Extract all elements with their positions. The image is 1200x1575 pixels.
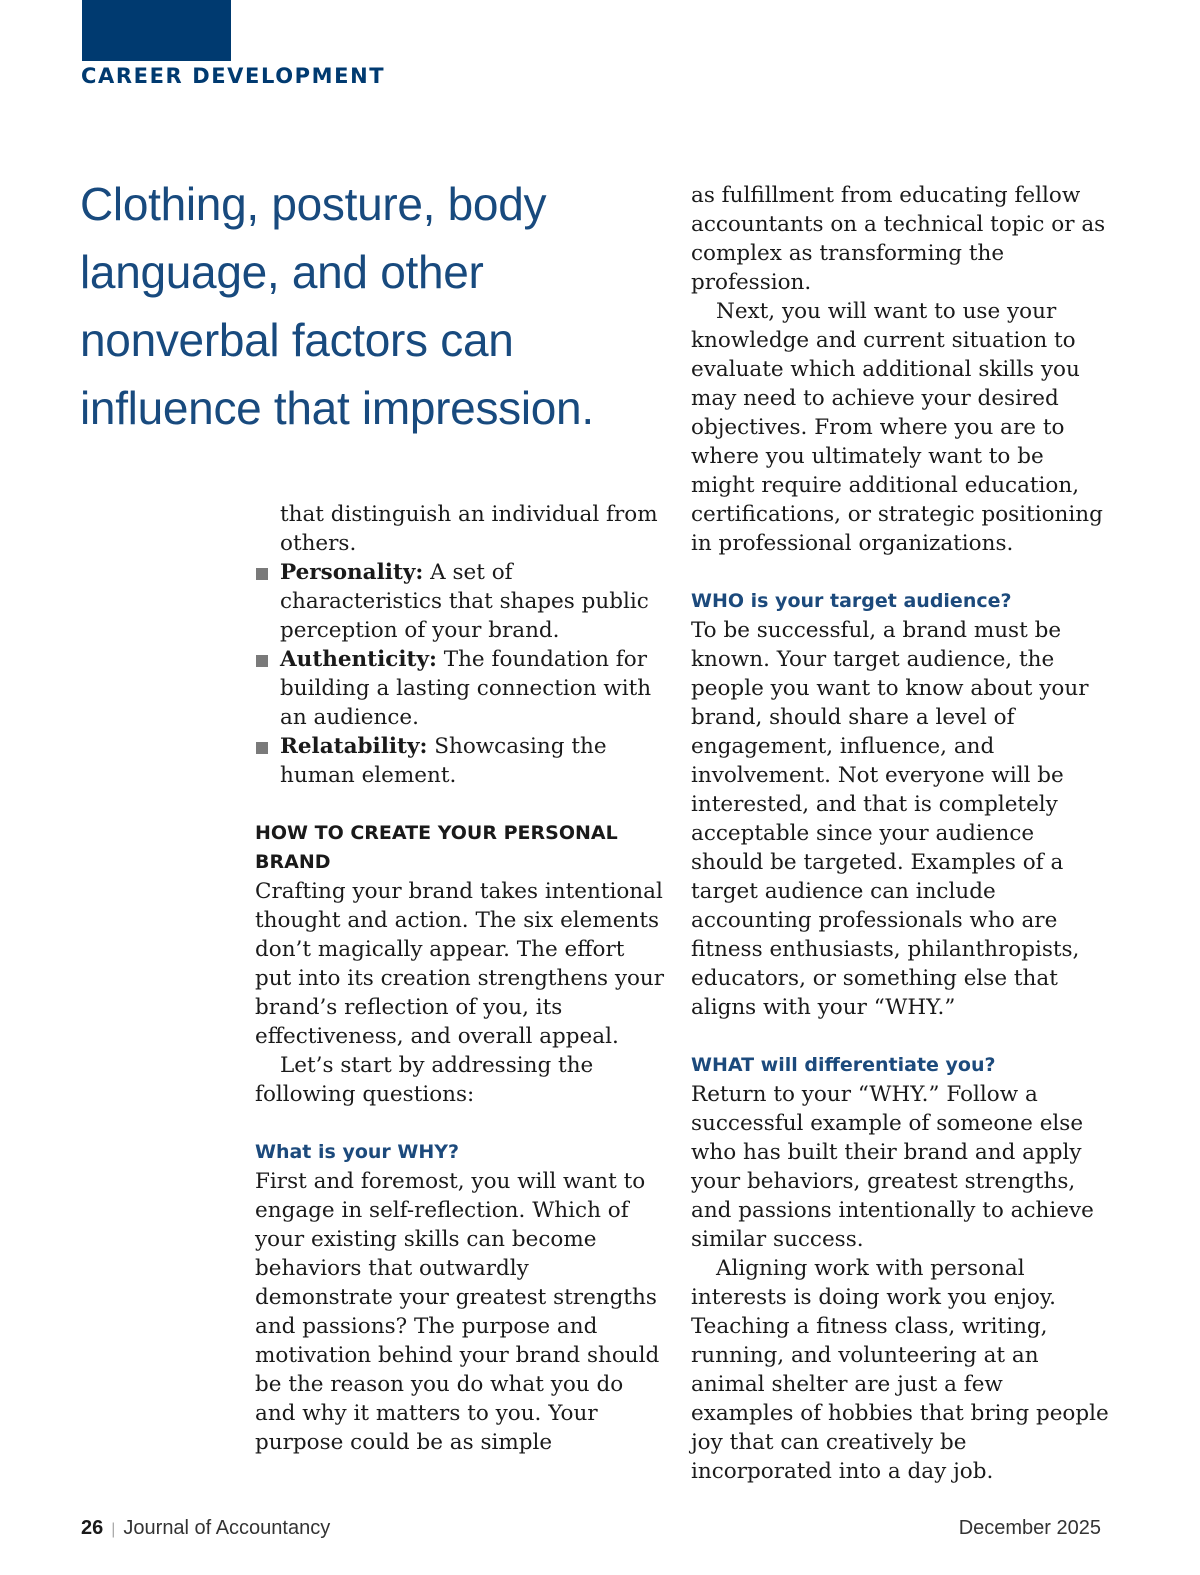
lead-continuation: that distinguish an individual from others.	[280, 502, 658, 556]
bullet-term: Authenticity:	[280, 647, 437, 672]
header-color-bar	[82, 0, 231, 61]
subheading-what: WHAT will differentiate you?	[691, 1054, 996, 1076]
section-label: CAREER DEVELOPMENT	[81, 64, 386, 88]
bullet-text: Showcasing the human element.	[280, 734, 607, 788]
list-item	[255, 732, 665, 790]
square-bullet-icon	[256, 742, 268, 754]
body-paragraph: Return to your “WHY.” Follow a successful example of someone else who has built their brand and apply your behaviors, greatest strengths, and passions intentionally to achieve similar success.	[691, 1082, 1094, 1252]
left-column	[255, 500, 665, 1457]
bullet-text: A set of characteristics that shapes public perception of your brand.	[280, 560, 649, 643]
publication-name: Journal of Accountancy	[123, 1517, 331, 1539]
body-paragraph: Aligning work with personal interests is doing work you enjoy. Teaching a fitness class, writing, running, and volunteering at an animal shelter are just a few examples of hobbies that bring people joy that can creatively be incorporated into a day job.	[691, 1256, 1109, 1484]
bullet-term: Personality:	[280, 560, 424, 585]
bullet-text: The foundation for building a lasting connection with an audience.	[280, 647, 652, 730]
square-bullet-icon	[256, 655, 268, 667]
page-number: 26	[81, 1517, 104, 1539]
square-bullet-icon	[256, 568, 268, 580]
body-paragraph: To be successful, a brand must be known. Your target audience, the people you want to know about your brand, should share a level of engagement, influence, and involvement. Not everyone will be interested, and that is completely acceptable since your audience should be targeted. Examples of a target audience can include accounting professionals who are fitness enthusiasts, philanthropists, educators, or something else that aligns with your “WHY.”	[691, 618, 1089, 1020]
right-column	[691, 181, 1111, 1486]
body-paragraph: as fulfillment from educating fellow accountants on a technical topic or as complex as transforming the profession.	[691, 183, 1106, 295]
body-paragraph: First and foremost, you will want to engage in self-reflection. Which of your existing skills can become behaviors that outwardly demonstrate your greatest strengths and passions? The purpose and motivation behind your brand should be the reason you do what you do and why it matters to you. Your purpose could be as simple	[255, 1169, 660, 1455]
subheading-why: What is your WHY?	[255, 1141, 460, 1163]
brand-elements-list	[255, 558, 665, 790]
issue-date: December 2025	[958, 1517, 1101, 1539]
list-item	[255, 645, 665, 732]
body-paragraph: Crafting your brand takes intentional thought and action. The six elements don’t magically appear. The effort put into its creation strengthens your brand’s reflection of you, its effectiveness, and overall appeal.	[255, 879, 665, 1049]
section-heading: HOW TO CREATE YOUR PERSONAL BRAND	[255, 822, 618, 873]
footer-separator: |	[111, 1521, 116, 1538]
subheading-who: WHO is your target audience?	[691, 590, 1012, 612]
footer-left	[81, 1517, 330, 1540]
pull-quote: Clothing, posture, body language, and other nonverbal factors can influence that impression.	[80, 178, 594, 434]
list-item	[255, 558, 665, 645]
body-paragraph: Next, you will want to use your knowledge and current situation to evaluate which additional skills you may need to achieve your desired objectives. From where you are to where you ultimately want to be might require additional education, certifications, or strategic positioning in professional organizations.	[691, 299, 1103, 556]
body-paragraph: Let’s start by addressing the following questions:	[255, 1053, 594, 1107]
bullet-term: Relatability:	[280, 734, 428, 759]
